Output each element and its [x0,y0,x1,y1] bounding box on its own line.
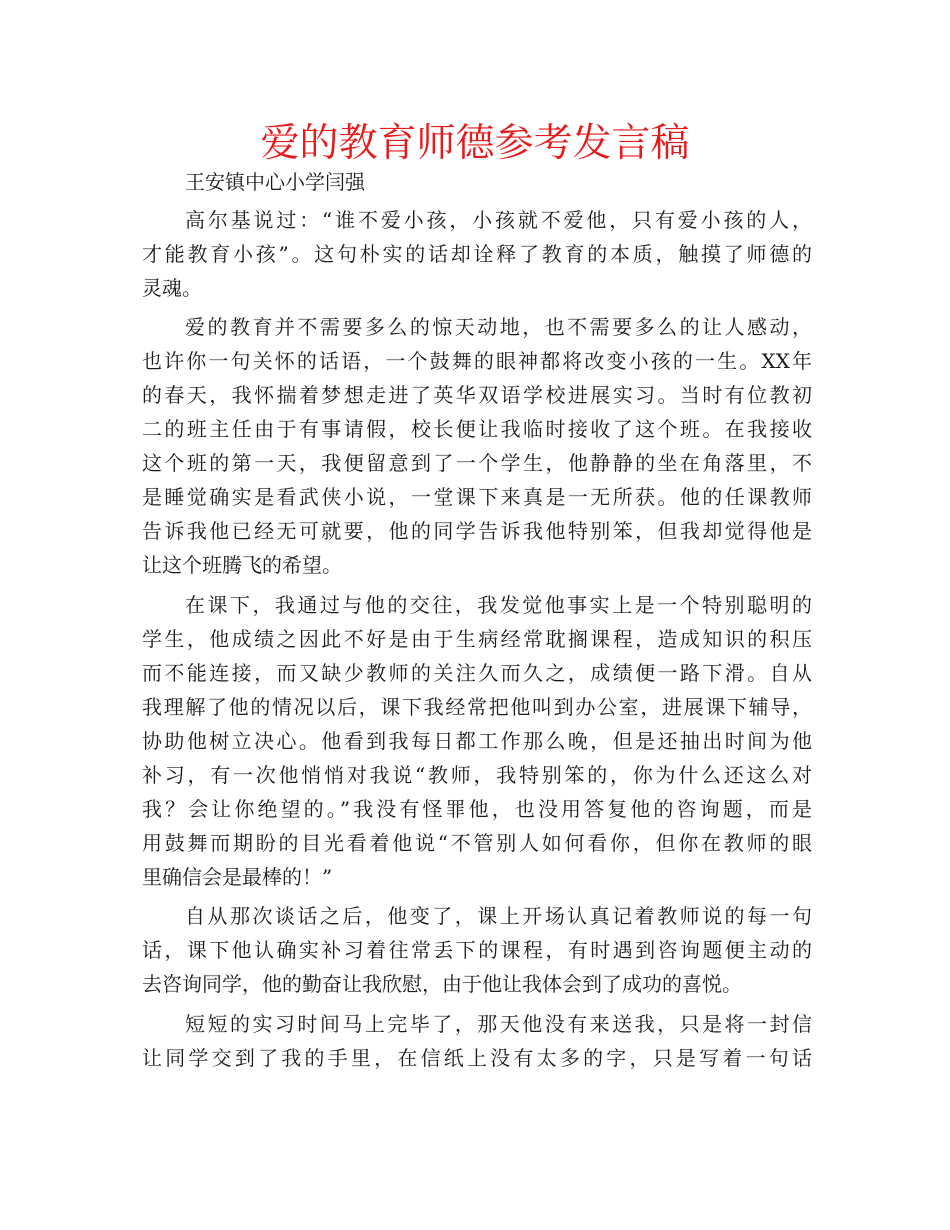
paragraph-2-line-6: 是睡觉确实是看武侠小说，一堂课下来真是一无所获。他的任课教师 [142,485,812,509]
paragraph-2-line-3: 的春天，我怀揣着梦想走进了英华双语学校进展实习。当时有位教初 [142,383,812,407]
paragraph-4-line-3: 去咨询同学，他的勤奋让我欣慰，由于他让我体会到了成功的喜悦。 [142,972,742,996]
paragraph-2-line-5: 这个班的第一天，我便留意到了一个学生，他静静的坐在角落里，不 [142,451,812,475]
paragraph-4-line-1: 自从那次谈话之后，他变了，课上开场认真记着教师说的每一句 [185,904,812,928]
paragraph-3-line-9: 里确信会是最棒的！” [142,865,333,889]
paragraph-3-line-7: 我？会让你绝望的。”我没有怪罪他，也没用答复他的咨询题，而是 [142,797,812,821]
paragraph-2-line-8: 让这个班腾飞的希望。 [142,553,342,577]
paragraph-2-line-4: 二的班主任由于有事请假，校长便让我临时接收了这个班。在我接收 [142,417,812,441]
paragraph-1-line-2: 才能教育小孩”。这句朴实的话却诠释了教育的本质，触摸了师德的 [142,242,812,266]
paragraph-5-line-1: 短短的实习时间马上完毕了，那天他没有来送我，只是将一封信 [185,1012,812,1036]
paragraph-2-line-1: 爱的教育并不需要多么的惊天动地，也不需要多么的让人感动， [185,315,812,339]
document-title: 爱的教育师德参考发言稿 [260,121,690,166]
paragraph-1-line-3: 灵魂。 [142,276,202,300]
paragraph-3-line-1: 在课下，我通过与他的交往，我发觉他事实上是一个特别聪明的 [185,593,812,617]
paragraph-3-line-6: 补习，有一次他悄悄对我说“教师，我特别笨的，你为什么还这么对 [142,763,812,787]
paragraph-3-line-5: 协助他树立决心。他看到我每日都工作那么晚，但是还抽出时间为他 [142,729,812,753]
paragraph-5-line-2: 让同学交到了我的手里，在信纸上没有太多的字，只是写着一句话 [142,1046,812,1070]
paragraph-3-line-3: 而不能连接，而又缺少教师的关注久而久之，成绩便一路下滑。自从 [142,661,812,685]
author-line: 王安镇中心小学闫强 [185,170,365,194]
paragraph-3-line-4: 我理解了他的情况以后，课下我经常把他叫到办公室，进展课下辅导， [142,695,812,719]
paragraph-2-line-2: 也许你一句关怀的话语，一个鼓舞的眼神都将改变小孩的一生。XX年 [142,349,812,373]
paragraph-3-line-8: 用鼓舞而期盼的目光看着他说“不管别人如何看你，但你在教师的眼 [142,831,812,855]
paragraph-2-line-7: 告诉我他已经无可就要，他的同学告诉我他特别笨，但我却觉得他是 [142,519,812,543]
paragraph-3-line-2: 学生，他成绩之因此不好是由于生病经常耽搁课程，造成知识的积压 [142,627,812,651]
paragraph-4-line-2: 话，课下他认确实补习着往常丢下的课程，有时遇到咨询题便主动的 [142,938,812,962]
paragraph-1-line-1: 高尔基说过：“谁不爱小孩，小孩就不爱他，只有爱小孩的人， [185,208,812,232]
